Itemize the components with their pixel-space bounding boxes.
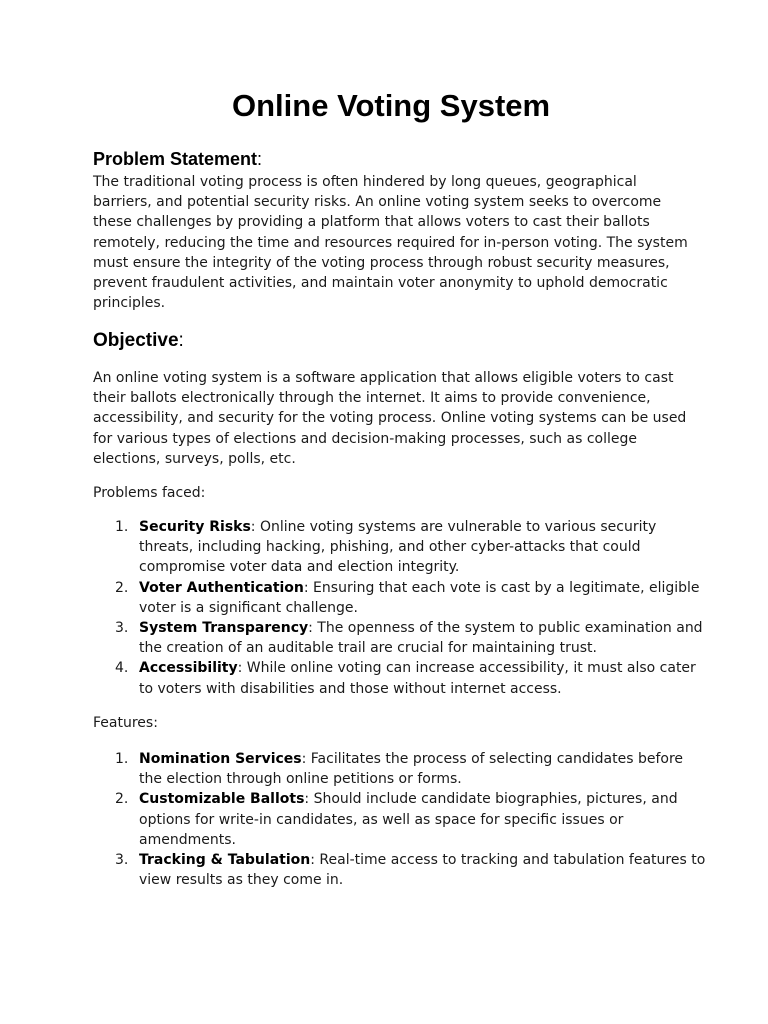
document-title: Online Voting System [232,88,551,123]
list-item-text: : Should include candidate biographies, pictures, and [304,791,678,808]
problems-faced-label: Problems faced: [93,485,206,501]
list-item-first-line [139,850,705,870]
list-item-line: view results as they come in. [139,872,344,889]
list-item-line: threats, including hacking, phishing, and other cyber-attacks that could [139,539,641,556]
list-item-text: : Ensuring that each vote is cast by a legitimate, eligible [303,579,700,596]
list-item-number: 2. [115,579,129,596]
paragraph-line: prevent fraudulent activities, and maintain voter anonymity to uphold democratic [93,275,668,292]
paragraph-line: The traditional voting process is often hindered by long queues, geographical [93,174,637,190]
problem-statement-heading-colon: : [257,149,263,169]
list-item-line: amendments. [139,831,236,848]
list-item-text: : While online voting can increase accessibility, it must also cater [237,660,696,677]
paragraph-line: remotely, reducing the time and resources required for in-person voting. The system [93,234,688,251]
list-item-term: Tracking & Tabulation [139,852,311,869]
list-item-number: 2. [115,791,129,808]
paragraph-line: their ballots electronically through the internet. It aims to provide convenience, [93,390,651,407]
paragraph-line: for various types of elections and decision-making processes, such as college [93,430,637,447]
list-item-term: Nomination Services [139,751,302,767]
list-item-first-line [139,517,703,537]
features-label: Features: [93,715,158,731]
problem-statement-paragraph [93,172,688,313]
list-item-first-line [139,578,703,598]
problem-statement-heading [93,147,262,171]
problem-statement-heading-text: Problem Statement [93,149,258,169]
paragraph-line: accessibility, and security for the voting process. Online voting systems can be used [93,410,687,427]
list-item-line: compromise voter data and election integrity. [139,559,460,576]
paragraph-line: these challenges by providing a platform that allows voters to cast their ballots [93,214,650,231]
list-item-term: Accessibility [139,660,238,677]
list-item-line: to voters with disabilities and those without internet access. [139,680,562,697]
list-item-text: : The openness of the system to public examination and [308,620,703,637]
features-list [93,749,705,890]
paragraph-line: principles. [93,295,166,312]
objective-heading-colon: : [178,330,184,351]
list-item-text: : Real-time access to tracking and tabulation features to [310,852,706,869]
objective-heading [93,328,184,354]
list-item-number: 4. [115,660,129,677]
list-item [93,658,703,698]
list-item-line: the election through online petitions or forms. [139,771,462,788]
list-item [93,618,703,658]
list-item-line: the creation of an auditable trail are crucial for maintaining trust. [139,640,597,657]
list-item-number: 1. [115,519,129,535]
paragraph-line: An online voting system is a software application that allows eligible voters to cast [93,370,674,386]
list-item-term: Voter Authentication [139,579,304,596]
objective-heading-text: Objective [93,330,179,351]
list-item-term: System Transparency [139,620,309,637]
list-item-line: voter is a significant challenge. [139,599,358,616]
list-item-number: 3. [115,852,129,869]
list-item-number: 3. [115,620,129,637]
problems-faced-list [93,517,703,699]
list-item [93,789,705,850]
list-item-number: 1. [115,751,129,767]
objective-paragraph [93,368,686,469]
list-item [93,517,703,578]
list-item-first-line [139,749,705,769]
paragraph-line: must ensure the integrity of the voting process through robust security measures, [93,254,670,271]
list-item [93,749,705,789]
list-item-text: : Facilitates the process of selecting candidates before [301,751,684,767]
list-item-first-line [139,618,703,638]
list-item-term: Customizable Ballots [139,791,305,808]
list-item-line: options for write-in candidates, as well as space for specific issues or [139,811,624,828]
list-item [93,850,705,890]
paragraph-line: elections, surveys, polls, etc. [93,450,296,467]
list-item [93,578,703,618]
list-item-first-line [139,658,703,678]
paragraph-line: barriers, and potential security risks. An online voting system seeks to overcome [93,194,662,211]
list-item-term: Security Risks [139,519,251,535]
list-item-text: : Online voting systems are vulnerable to various security [250,519,657,535]
list-item-first-line [139,789,705,809]
